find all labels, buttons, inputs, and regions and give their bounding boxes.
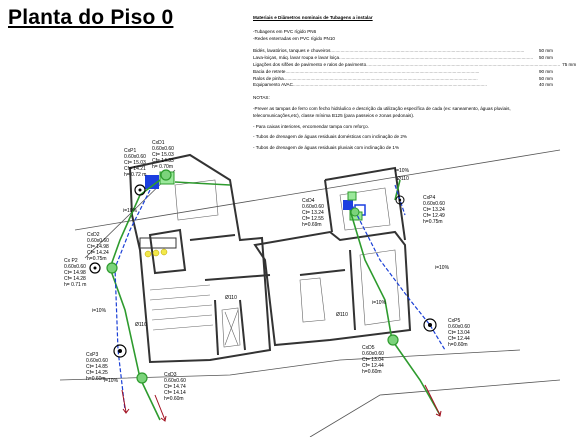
blue-fixture <box>343 200 353 210</box>
note-line: - Para caixas interiores, encomendar tampa com reforço. <box>253 123 369 129</box>
note-line: - Tubos de drenagem de águas residuais domésticas com inclinação de 2% <box>253 134 407 140</box>
pipe-diameter-label: Ø110 <box>397 176 409 182</box>
pipe-diameter-label: Ø110 <box>225 295 237 301</box>
slope-label: i=10% <box>372 300 387 306</box>
notes-heading: NOTAS: <box>253 95 270 101</box>
pipe-diameter-label: Ø110 <box>135 322 147 328</box>
chamber-label-cxp4: CxP4 0.60x0.60 Ct= 13.24 Cf= 12.49 h=0.75m <box>423 195 445 225</box>
diameter-row: Ralos de pinha ........................................................................................................................................................ 50 mm <box>253 75 553 81</box>
diameter-row: Bacia de retrete ........................................................................................................................................................ 90 mm <box>253 68 553 74</box>
page-title: Planta do Piso 0 <box>8 6 174 29</box>
chamber-label-cxd1: CxD1 0.60x0.60 Ct= 15.03 Cf= 14.33 h= 0.70m <box>152 140 174 170</box>
manhole-cxp3 <box>114 345 126 357</box>
materials-heading: Materiais e Diâmetros nominais de Tubagens a instalar <box>253 15 373 20</box>
slope-label: i=10% <box>435 265 450 271</box>
diameter-row: Ligações dos sifões de pavimento e ralos de pavimento ........................................................................................................................................................ 75 mm <box>253 61 576 67</box>
yellow-fixtures <box>145 249 167 257</box>
chamber-label-cxp2: Cx P2 0.60x0.60 Ct= 14.98 Cf= 14.28 h= 0.71 m <box>64 258 87 288</box>
chamber-label-cxd4: CxD4 0.60x0.60 Ct= 13.24 Cf= 12.55 h=0.69m <box>302 198 324 228</box>
chamber-label-cxd5: CxD5 0.60x0.60 Ct= 13.04 Cf= 12.44 h=0.60m <box>362 345 384 375</box>
note-line: - Tubos de drenagem de águas residuais pluviais com inclinação de 1% <box>253 145 400 151</box>
material-line: -Tubagens em PVC rígido PN6 <box>253 28 317 34</box>
slope-label: i=10% <box>123 208 138 214</box>
note-line: -Prever as tampas de ferro com fecho hidráulico e descrição da utilização específica de cada (ex: saneamento, águas pluviais, telecomunicações,etc), classe mínima B125 (para passeios e zonas pedonais). <box>253 105 511 118</box>
diameter-row: Lava-loiças, máq. lavar roupa e lavar loiça ........................................................................................................................................................ 50 mm <box>253 55 553 61</box>
chamber-label-cxd2: CxD2 0.60x0.60 Ct= 14.98 Cf= 14.24 h=0.75m <box>87 232 109 262</box>
chamber-label-cxp5: CxP5 0.60x0.60 Ct= 13.04 Cf= 12.44 h=0.60m <box>448 318 470 348</box>
chamber-label-cxd3: CxD3 0.60x0.60 Ct= 14.74 Cf= 14.14 h=0.60m <box>164 372 186 402</box>
kitchen-counter <box>140 238 176 248</box>
diameter-row: Bidés, lavatórios, tanques e chuveiros ........................................................................................................................................................ 50 mm <box>253 48 553 54</box>
slope-label: i=10% <box>104 378 119 384</box>
blue-fixtures <box>145 175 365 215</box>
pipe-diameter-label: Ø110 <box>336 312 348 318</box>
material-line: -Redes enterradas em PVC rígido PN10 <box>253 35 335 41</box>
manhole-cxd5 <box>388 335 398 345</box>
manhole-cxd4 <box>351 208 359 216</box>
slope-label: i=10% <box>395 168 410 174</box>
right-building-walls <box>255 168 410 345</box>
slope-label: i=10% <box>92 308 107 314</box>
chamber-label-cxp3: CxP3 0.60x0.60 Ct= 14.85 Cf= 14.25 h=0.60m <box>86 352 108 382</box>
manhole-cxp1 <box>135 185 145 195</box>
manhole-cxd3 <box>137 373 147 383</box>
diameter-row: Equipamento AVAC ........................................................................................................................................................ 40 mm <box>253 82 553 88</box>
manhole-cxp5 <box>424 319 436 331</box>
chamber-label-cxp1: CxP1 0.60x0.60 Ct= 15.03 Cf= 14.21 h= 0.72 m <box>124 148 147 178</box>
